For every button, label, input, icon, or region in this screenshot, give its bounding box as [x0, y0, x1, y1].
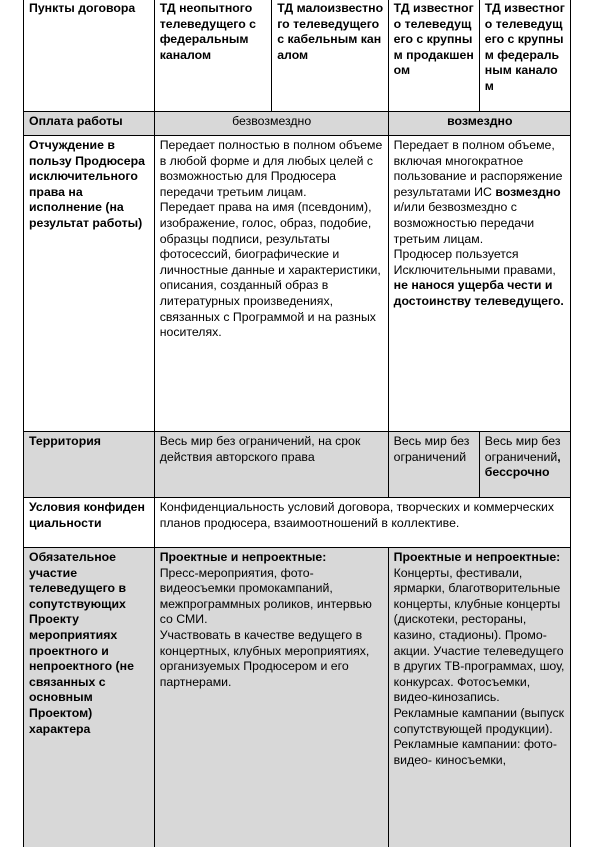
- header-cell-famous-federal: ТД известного телеведущего с крупным федеральным каналом: [479, 0, 570, 112]
- participation-left-paragraph-2: Участвовать в качестве ведущего в концертных, клубных мероприятиях, организуемых Продюсером и его партнерами.: [159, 627, 370, 689]
- row-label-payment: Оплата работы: [24, 112, 155, 136]
- participation-left-heading: Проектные и непроектные:: [159, 550, 327, 564]
- participation-left-cell: [154, 548, 388, 847]
- row-label-rights: Отчуждение в пользу Продюсера исключительного права на исполнение (на результат работы): [24, 136, 155, 432]
- header-cell-novice-federal: ТД неопытного телеведущего с федеральным каналом: [154, 0, 272, 112]
- rights-left-paragraph-1: Передает полностью в полном объеме в любой форме и для любых целей с возможностью для Продюсера передачи третьим лицам.: [159, 138, 383, 199]
- rights-right-cell: [388, 136, 570, 432]
- payment-paid-cell: возмездно: [388, 112, 570, 136]
- rights-right-text-d: Продюсер пользуется Исключительными правами,: [393, 247, 556, 277]
- table-row-confidentiality: [24, 498, 571, 548]
- table-row-territory: [24, 432, 571, 498]
- territory-federal-cell: [479, 432, 570, 498]
- table-row-rights: [24, 136, 571, 432]
- header-cell-lesser-known-cable: ТД малоизвестного телеведущего с кабельным каналом: [272, 0, 388, 112]
- territory-federal-text: Весь мир без ограничений: [484, 434, 561, 464]
- rights-right-text-a: Передает в полном объеме, включая многократное пользование и распоряжение результатами ИС: [393, 138, 563, 199]
- row-label-territory: Территория: [24, 432, 155, 498]
- row-label-participation: Обязательное участие телеведущего в сопутствующих Проекту мероприятиях проектного и непроектного (не связанных с основным Проектом) характера: [24, 548, 155, 847]
- row-label-confidentiality: Условия конфиденциальности: [24, 498, 155, 548]
- participation-right-cell: [388, 548, 570, 847]
- header-cell-famous-production: ТД известного телеведущего с крупным продакшеном: [388, 0, 479, 112]
- rights-right-text-c: и/или безвозмездно с возможностью передачи третьим лицам.: [393, 200, 535, 246]
- territory-left-cell: Весь мир без ограничений, на срок действия авторского права: [154, 432, 388, 498]
- rights-left-cell: [154, 136, 388, 432]
- contract-terms-table: [23, 0, 571, 847]
- table-row-participation: [24, 548, 571, 847]
- confidentiality-text-cell: Конфиденциальность условий договора, творческих и коммерческих планов продюсера, взаимоотношений в коллективе.: [154, 498, 570, 548]
- header-cell-contract-points: Пункты договора: [24, 0, 155, 112]
- participation-right-text: Концерты, фестивали, ярмарки, благотворительные концерты, клубные концерты (дискотеки, рестораны, казино, стадионы). Промо-акции. Участие телеведущего в других ТВ-программах, шоу, конкурсах. Фотосъемки, видео-кинозапись. Рекламные кампании (выпуск сопутствующей продукции). Рекламные кампании: фото- видео- киносъемки,: [393, 565, 565, 767]
- rights-left-paragraph-2: Передает права на имя (псевдоним), изображение, голос, образ, подобие, образцы подписи, результаты фотосессий, биографические и личностные данные и характеристики, описания, созданный образ в литературных произведениях, связанных с Программой и на разных носителях.: [159, 200, 381, 340]
- rights-right-no-harm-bold: не нанося ущерба чести и достоинству телеведущего.: [393, 278, 564, 308]
- territory-federal-perpetual: , бессрочно: [484, 449, 561, 480]
- participation-left-paragraph-1: Пресс-мероприятия, фото-видеосъемки промокампаний, межпрограммных роликов, интервью со СМИ.: [159, 565, 372, 627]
- territory-production-cell: Весь мир без ограничений: [388, 432, 479, 498]
- table-header-row: [24, 0, 571, 112]
- table-row-payment: [24, 112, 571, 136]
- participation-right-heading: Проектные и непроектные:: [393, 550, 561, 564]
- rights-right-paid-bold: возмездно: [495, 184, 561, 199]
- payment-free-cell: безвозмездно: [154, 112, 388, 136]
